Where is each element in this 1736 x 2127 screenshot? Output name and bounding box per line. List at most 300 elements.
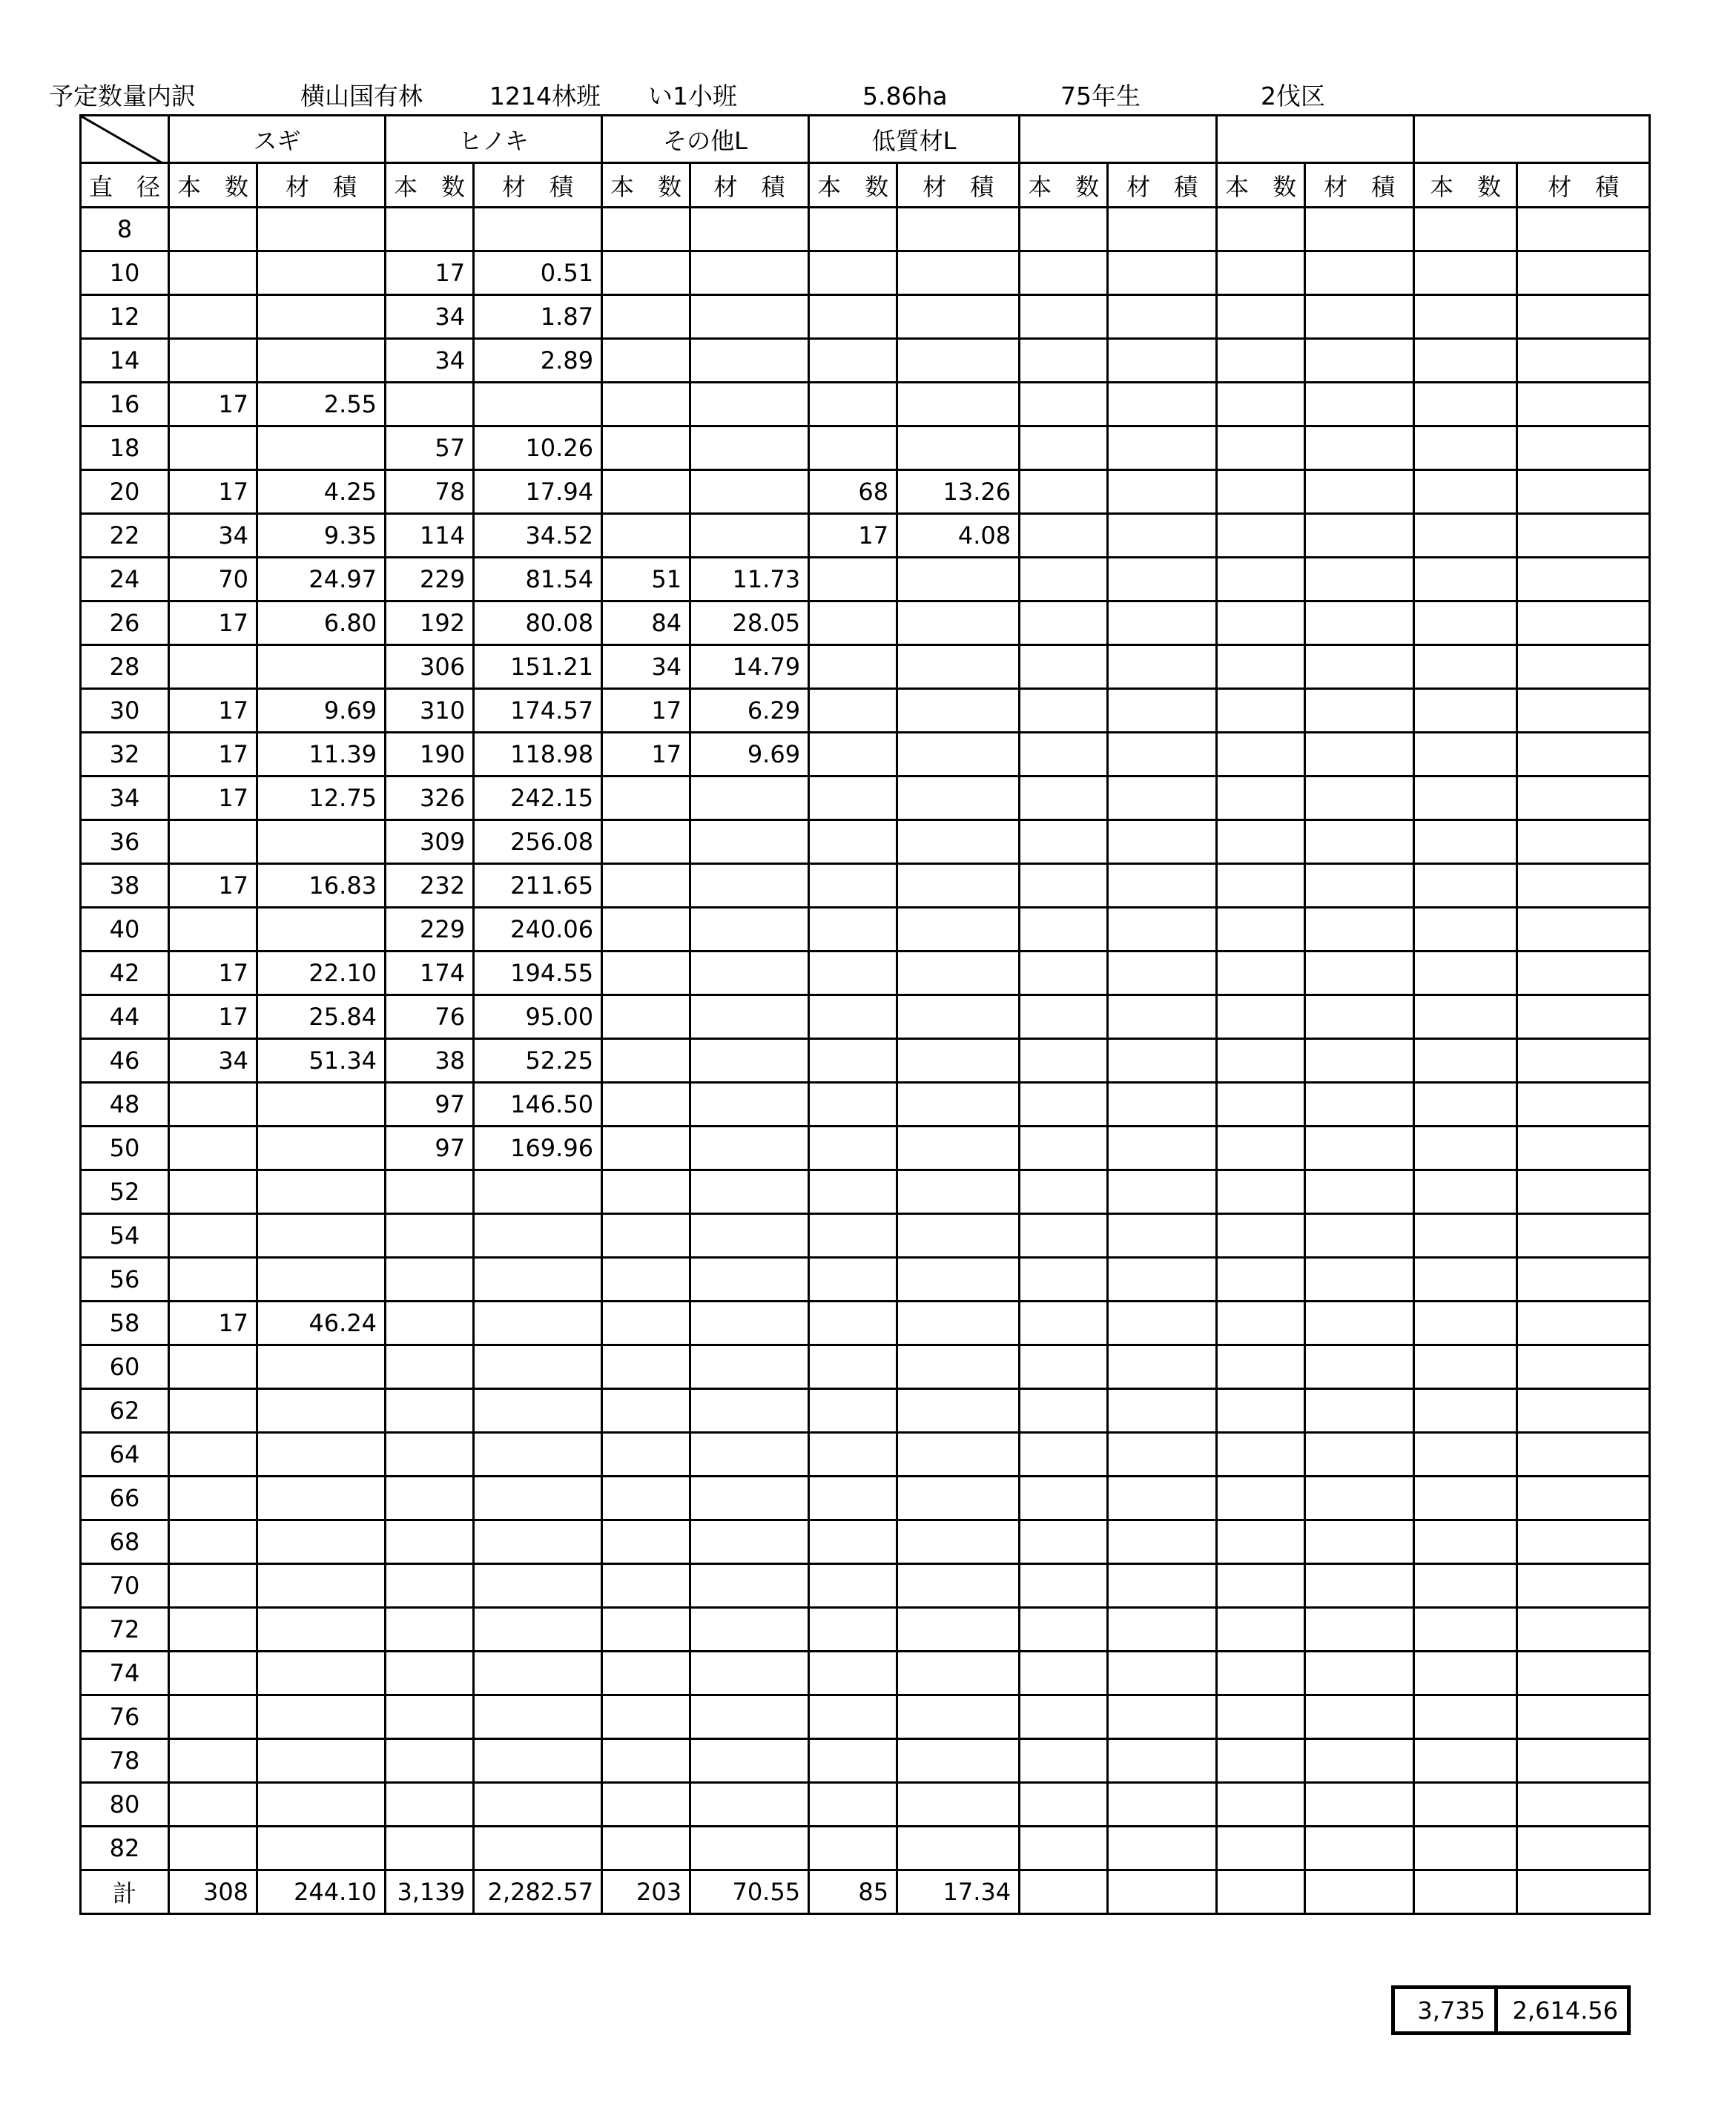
diameter-cell: 10 [81, 251, 169, 295]
empty-cell [1517, 601, 1650, 645]
header-area: 5.86ha [862, 82, 948, 111]
count-cell: 326 [386, 776, 474, 820]
count-cell [809, 208, 897, 251]
empty-cell [1517, 558, 1650, 601]
diameter-cell: 60 [81, 1345, 169, 1389]
volume-cell [897, 1258, 1020, 1302]
empty-cell [1217, 383, 1305, 426]
table-row [81, 820, 1650, 864]
volume-cell [897, 208, 1020, 251]
empty-cell [1108, 470, 1217, 514]
volume-cell [897, 820, 1020, 864]
count-header: 本 数 [602, 163, 690, 208]
empty-cell [1517, 1477, 1650, 1520]
empty-cell [1217, 1695, 1305, 1739]
count-cell [386, 1433, 474, 1477]
table-row [81, 1170, 1650, 1214]
empty-cell [1108, 864, 1217, 908]
count-cell [602, 1783, 690, 1827]
volume-cell: 95.00 [474, 995, 602, 1039]
volume-cell [474, 1564, 602, 1608]
volume-cell [474, 1345, 602, 1389]
empty-cell [1217, 1827, 1305, 1870]
count-cell: 17 [169, 864, 257, 908]
empty-cell [1217, 952, 1305, 995]
empty-cell [1020, 251, 1108, 295]
diameter-cell: 44 [81, 995, 169, 1039]
table-row [81, 1477, 1650, 1520]
count-cell: 17 [169, 470, 257, 514]
diameter-cell: 78 [81, 1739, 169, 1783]
empty-cell [1217, 995, 1305, 1039]
empty-cell [1020, 820, 1108, 864]
count-cell [602, 1302, 690, 1345]
volume-cell [690, 776, 809, 820]
volume-cell [690, 1302, 809, 1345]
empty-cell [1108, 1214, 1217, 1258]
empty-cell [1414, 995, 1517, 1039]
empty-cell [1108, 426, 1217, 470]
volume-cell: 11.39 [257, 733, 386, 776]
empty-cell [1305, 689, 1414, 733]
count-cell: 70 [169, 558, 257, 601]
table-row [81, 1652, 1650, 1695]
count-cell: 309 [386, 820, 474, 864]
count-cell [809, 383, 897, 426]
empty-cell [1414, 820, 1517, 864]
empty-cell [1517, 339, 1650, 383]
empty-cell [1305, 864, 1414, 908]
empty-cell [1414, 908, 1517, 952]
empty-cell [1108, 1477, 1217, 1520]
empty-cell [1305, 1695, 1414, 1739]
volume-cell [897, 645, 1020, 689]
count-cell: 17 [169, 995, 257, 1039]
count-cell: 38 [386, 1039, 474, 1083]
empty-cell [1414, 1652, 1517, 1695]
grand-total-table [1391, 1985, 1631, 2035]
empty-cell [1305, 733, 1414, 776]
empty-cell [1108, 1302, 1217, 1345]
count-cell [602, 1258, 690, 1302]
count-cell [602, 383, 690, 426]
diagonal-line-icon [82, 116, 164, 163]
count-cell: 34 [386, 339, 474, 383]
table-row [81, 601, 1650, 645]
volume-cell: 51.34 [257, 1039, 386, 1083]
empty-cell [1414, 1345, 1517, 1389]
count-cell [602, 1389, 690, 1433]
diameter-cell: 54 [81, 1214, 169, 1258]
count-cell: 17 [386, 251, 474, 295]
empty-cell [1305, 470, 1414, 514]
volume-cell [257, 295, 386, 339]
empty-cell [1217, 1258, 1305, 1302]
empty-cell [1217, 689, 1305, 733]
count-cell: 97 [386, 1127, 474, 1170]
empty-cell [1108, 689, 1217, 733]
empty-cell [1217, 514, 1305, 558]
volume-cell: 174.57 [474, 689, 602, 733]
count-cell: 17 [169, 689, 257, 733]
empty-cell [1517, 1608, 1650, 1652]
empty-cell [1217, 908, 1305, 952]
quantity-table [79, 114, 1651, 1915]
count-cell [602, 1170, 690, 1214]
diameter-cell: 62 [81, 1389, 169, 1433]
count-header: 本 数 [1020, 163, 1108, 208]
count-cell [169, 208, 257, 251]
empty-cell [1414, 776, 1517, 820]
empty-cell [1414, 208, 1517, 251]
volume-cell [474, 383, 602, 426]
table-row [81, 1214, 1650, 1258]
empty-cell [1305, 601, 1414, 645]
count-cell [809, 1258, 897, 1302]
empty-cell [1414, 1870, 1517, 1914]
count-cell: 3,139 [386, 1870, 474, 1914]
header-forest: 横山国有林 [300, 82, 423, 111]
diameter-cell: 42 [81, 952, 169, 995]
volume-cell [897, 251, 1020, 295]
table-row [81, 514, 1650, 558]
volume-cell: 14.79 [690, 645, 809, 689]
volume-cell [897, 383, 1020, 426]
volume-cell [897, 1302, 1020, 1345]
empty-cell [1108, 601, 1217, 645]
volume-cell [690, 1433, 809, 1477]
empty-cell [1517, 1827, 1650, 1870]
count-cell: 17 [602, 733, 690, 776]
volume-cell [897, 952, 1020, 995]
count-cell [809, 1739, 897, 1783]
empty-cell [1414, 1258, 1517, 1302]
table-row [81, 689, 1650, 733]
empty-cell [1517, 1039, 1650, 1083]
empty-cell [1217, 776, 1305, 820]
empty-cell [1414, 1083, 1517, 1127]
volume-cell: 2,282.57 [474, 1870, 602, 1914]
diameter-cell: 計 [81, 1870, 169, 1914]
empty-cell [1305, 1127, 1414, 1170]
species-header-lowgrade: 低質材L [809, 116, 1020, 163]
volume-cell [897, 1039, 1020, 1083]
volume-cell: 46.24 [257, 1302, 386, 1345]
count-cell [602, 251, 690, 295]
volume-cell [257, 339, 386, 383]
volume-cell [690, 1652, 809, 1695]
table-row [81, 383, 1650, 426]
empty-cell [1108, 1564, 1217, 1608]
volume-cell: 17.34 [897, 1870, 1020, 1914]
count-cell [169, 1520, 257, 1564]
empty-cell [1517, 995, 1650, 1039]
count-cell [386, 1739, 474, 1783]
count-cell [169, 1652, 257, 1695]
count-cell [386, 1608, 474, 1652]
empty-cell [1217, 1739, 1305, 1783]
empty-cell [1108, 1170, 1217, 1214]
empty-cell [1217, 1433, 1305, 1477]
count-cell [809, 601, 897, 645]
empty-cell [1217, 1652, 1305, 1695]
volume-cell [257, 1652, 386, 1695]
empty-cell [1517, 864, 1650, 908]
empty-cell [1108, 1827, 1217, 1870]
empty-cell [1517, 1214, 1650, 1258]
count-header: 本 数 [809, 163, 897, 208]
volume-cell: 151.21 [474, 645, 602, 689]
count-cell [169, 1389, 257, 1433]
empty-cell [1217, 1608, 1305, 1652]
count-header: 本 数 [1217, 163, 1305, 208]
volume-cell [257, 1345, 386, 1389]
count-cell [809, 1827, 897, 1870]
empty-cell [1108, 208, 1217, 251]
volume-cell [690, 1477, 809, 1520]
count-cell [169, 1170, 257, 1214]
empty-cell [1414, 1827, 1517, 1870]
empty-cell [1217, 1870, 1305, 1914]
empty-cell [1305, 1039, 1414, 1083]
empty-cell [1217, 645, 1305, 689]
volume-cell: 6.29 [690, 689, 809, 733]
count-cell [809, 1520, 897, 1564]
volume-cell [690, 1214, 809, 1258]
count-cell [602, 820, 690, 864]
volume-cell: 17.94 [474, 470, 602, 514]
volume-cell: 80.08 [474, 601, 602, 645]
volume-cell [690, 470, 809, 514]
volume-cell [897, 1083, 1020, 1127]
empty-cell [1414, 1039, 1517, 1083]
volume-cell [690, 1695, 809, 1739]
empty-cell [1517, 1652, 1650, 1695]
empty-cell [1020, 1608, 1108, 1652]
empty-cell [1108, 820, 1217, 864]
volume-cell: 169.96 [474, 1127, 602, 1170]
table-row [81, 1083, 1650, 1127]
count-cell [386, 1302, 474, 1345]
empty-cell [1020, 470, 1108, 514]
empty-cell [1414, 1127, 1517, 1170]
empty-cell [1217, 1214, 1305, 1258]
header-cutting: 2伐区 [1261, 82, 1325, 111]
empty-cell [1517, 1389, 1650, 1433]
volume-cell [474, 1827, 602, 1870]
count-cell: 17 [169, 952, 257, 995]
volume-cell [897, 1652, 1020, 1695]
diameter-cell: 46 [81, 1039, 169, 1083]
table-row [81, 1039, 1650, 1083]
empty-cell [1517, 733, 1650, 776]
count-cell [386, 1783, 474, 1827]
empty-cell [1217, 558, 1305, 601]
table-row [81, 645, 1650, 689]
empty-cell [1217, 1389, 1305, 1433]
empty-cell [1305, 339, 1414, 383]
volume-cell: 22.10 [257, 952, 386, 995]
diameter-cell: 50 [81, 1127, 169, 1170]
empty-cell [1305, 952, 1414, 995]
volume-cell [897, 995, 1020, 1039]
empty-cell [1020, 645, 1108, 689]
count-cell [809, 1564, 897, 1608]
volume-cell: 52.25 [474, 1039, 602, 1083]
volume-cell [897, 1827, 1020, 1870]
empty-cell [1108, 776, 1217, 820]
empty-cell [1020, 1083, 1108, 1127]
diameter-cell: 56 [81, 1258, 169, 1302]
empty-cell [1108, 1345, 1217, 1389]
empty-cell [1217, 339, 1305, 383]
table-row [81, 1433, 1650, 1477]
count-cell: 34 [386, 295, 474, 339]
empty-cell [1217, 1127, 1305, 1170]
count-cell [809, 1652, 897, 1695]
diameter-cell: 36 [81, 820, 169, 864]
count-cell: 57 [386, 426, 474, 470]
count-header: 本 数 [169, 163, 257, 208]
diameter-cell: 48 [81, 1083, 169, 1127]
count-cell [169, 426, 257, 470]
volume-cell [897, 776, 1020, 820]
empty-cell [1517, 426, 1650, 470]
empty-cell [1517, 689, 1650, 733]
diameter-cell: 24 [81, 558, 169, 601]
empty-cell [1305, 1870, 1414, 1914]
volume-cell: 12.75 [257, 776, 386, 820]
count-cell [169, 1783, 257, 1827]
empty-cell [1517, 1345, 1650, 1389]
volume-cell [474, 1608, 602, 1652]
empty-cell [1517, 1302, 1650, 1345]
volume-cell: 256.08 [474, 820, 602, 864]
volume-cell [690, 295, 809, 339]
count-cell [602, 295, 690, 339]
volume-cell [690, 1783, 809, 1827]
count-cell [809, 1433, 897, 1477]
count-cell [809, 776, 897, 820]
diameter-cell: 74 [81, 1652, 169, 1695]
empty-cell [1108, 1258, 1217, 1302]
volume-cell [257, 251, 386, 295]
diameter-cell: 70 [81, 1564, 169, 1608]
empty-cell [1108, 1608, 1217, 1652]
volume-cell [690, 1083, 809, 1127]
empty-cell [1414, 864, 1517, 908]
volume-cell [690, 514, 809, 558]
count-cell: 232 [386, 864, 474, 908]
volume-cell: 242.15 [474, 776, 602, 820]
diameter-cell: 16 [81, 383, 169, 426]
count-cell [809, 1477, 897, 1520]
count-cell: 192 [386, 601, 474, 645]
count-cell: 306 [386, 645, 474, 689]
volume-cell: 2.89 [474, 339, 602, 383]
volume-cell [690, 251, 809, 295]
volume-header: 材 積 [474, 163, 602, 208]
empty-cell [1517, 1433, 1650, 1477]
count-cell [602, 1564, 690, 1608]
count-cell [602, 1477, 690, 1520]
species-header-hinoki: ヒノキ [386, 116, 602, 163]
diameter-cell: 72 [81, 1608, 169, 1652]
count-cell [169, 1695, 257, 1739]
volume-cell [897, 1345, 1020, 1389]
count-cell [809, 1127, 897, 1170]
count-cell: 308 [169, 1870, 257, 1914]
empty-cell [1108, 1739, 1217, 1783]
empty-cell [1305, 558, 1414, 601]
empty-cell [1305, 1302, 1414, 1345]
species-header-blank-1 [1020, 116, 1217, 163]
empty-cell [1517, 1258, 1650, 1302]
empty-cell [1517, 1695, 1650, 1739]
volume-cell [897, 558, 1020, 601]
count-cell [386, 1520, 474, 1564]
count-cell [169, 1345, 257, 1389]
empty-cell [1108, 1389, 1217, 1433]
table-row [81, 1695, 1650, 1739]
table-row [81, 776, 1650, 820]
count-cell [809, 689, 897, 733]
volume-cell: 24.97 [257, 558, 386, 601]
volume-cell [257, 1695, 386, 1739]
empty-cell [1020, 1170, 1108, 1214]
empty-cell [1414, 339, 1517, 383]
diameter-cell: 12 [81, 295, 169, 339]
empty-cell [1020, 689, 1108, 733]
volume-cell [257, 1564, 386, 1608]
empty-cell [1020, 733, 1108, 776]
empty-cell [1020, 995, 1108, 1039]
volume-header: 材 積 [1108, 163, 1217, 208]
empty-cell [1108, 558, 1217, 601]
empty-cell [1414, 1302, 1517, 1345]
empty-cell [1217, 733, 1305, 776]
count-cell [602, 1433, 690, 1477]
count-cell [602, 1608, 690, 1652]
table-row [81, 251, 1650, 295]
volume-cell: 16.83 [257, 864, 386, 908]
empty-cell [1414, 1214, 1517, 1258]
diameter-cell: 68 [81, 1520, 169, 1564]
volume-cell [257, 908, 386, 952]
count-cell [169, 295, 257, 339]
count-cell [169, 1258, 257, 1302]
count-cell [169, 1433, 257, 1477]
count-cell [169, 251, 257, 295]
table-row [81, 1608, 1650, 1652]
empty-cell [1517, 1127, 1650, 1170]
count-cell [809, 251, 897, 295]
empty-cell [1020, 339, 1108, 383]
count-cell [602, 1039, 690, 1083]
volume-cell [897, 1739, 1020, 1783]
empty-cell [1305, 1608, 1414, 1652]
empty-cell [1217, 295, 1305, 339]
empty-cell [1217, 251, 1305, 295]
count-cell [809, 645, 897, 689]
empty-cell [1517, 645, 1650, 689]
empty-cell [1305, 295, 1414, 339]
count-cell [602, 776, 690, 820]
volume-cell [897, 601, 1020, 645]
empty-cell [1108, 1695, 1217, 1739]
empty-cell [1305, 1827, 1414, 1870]
count-cell [169, 1739, 257, 1783]
